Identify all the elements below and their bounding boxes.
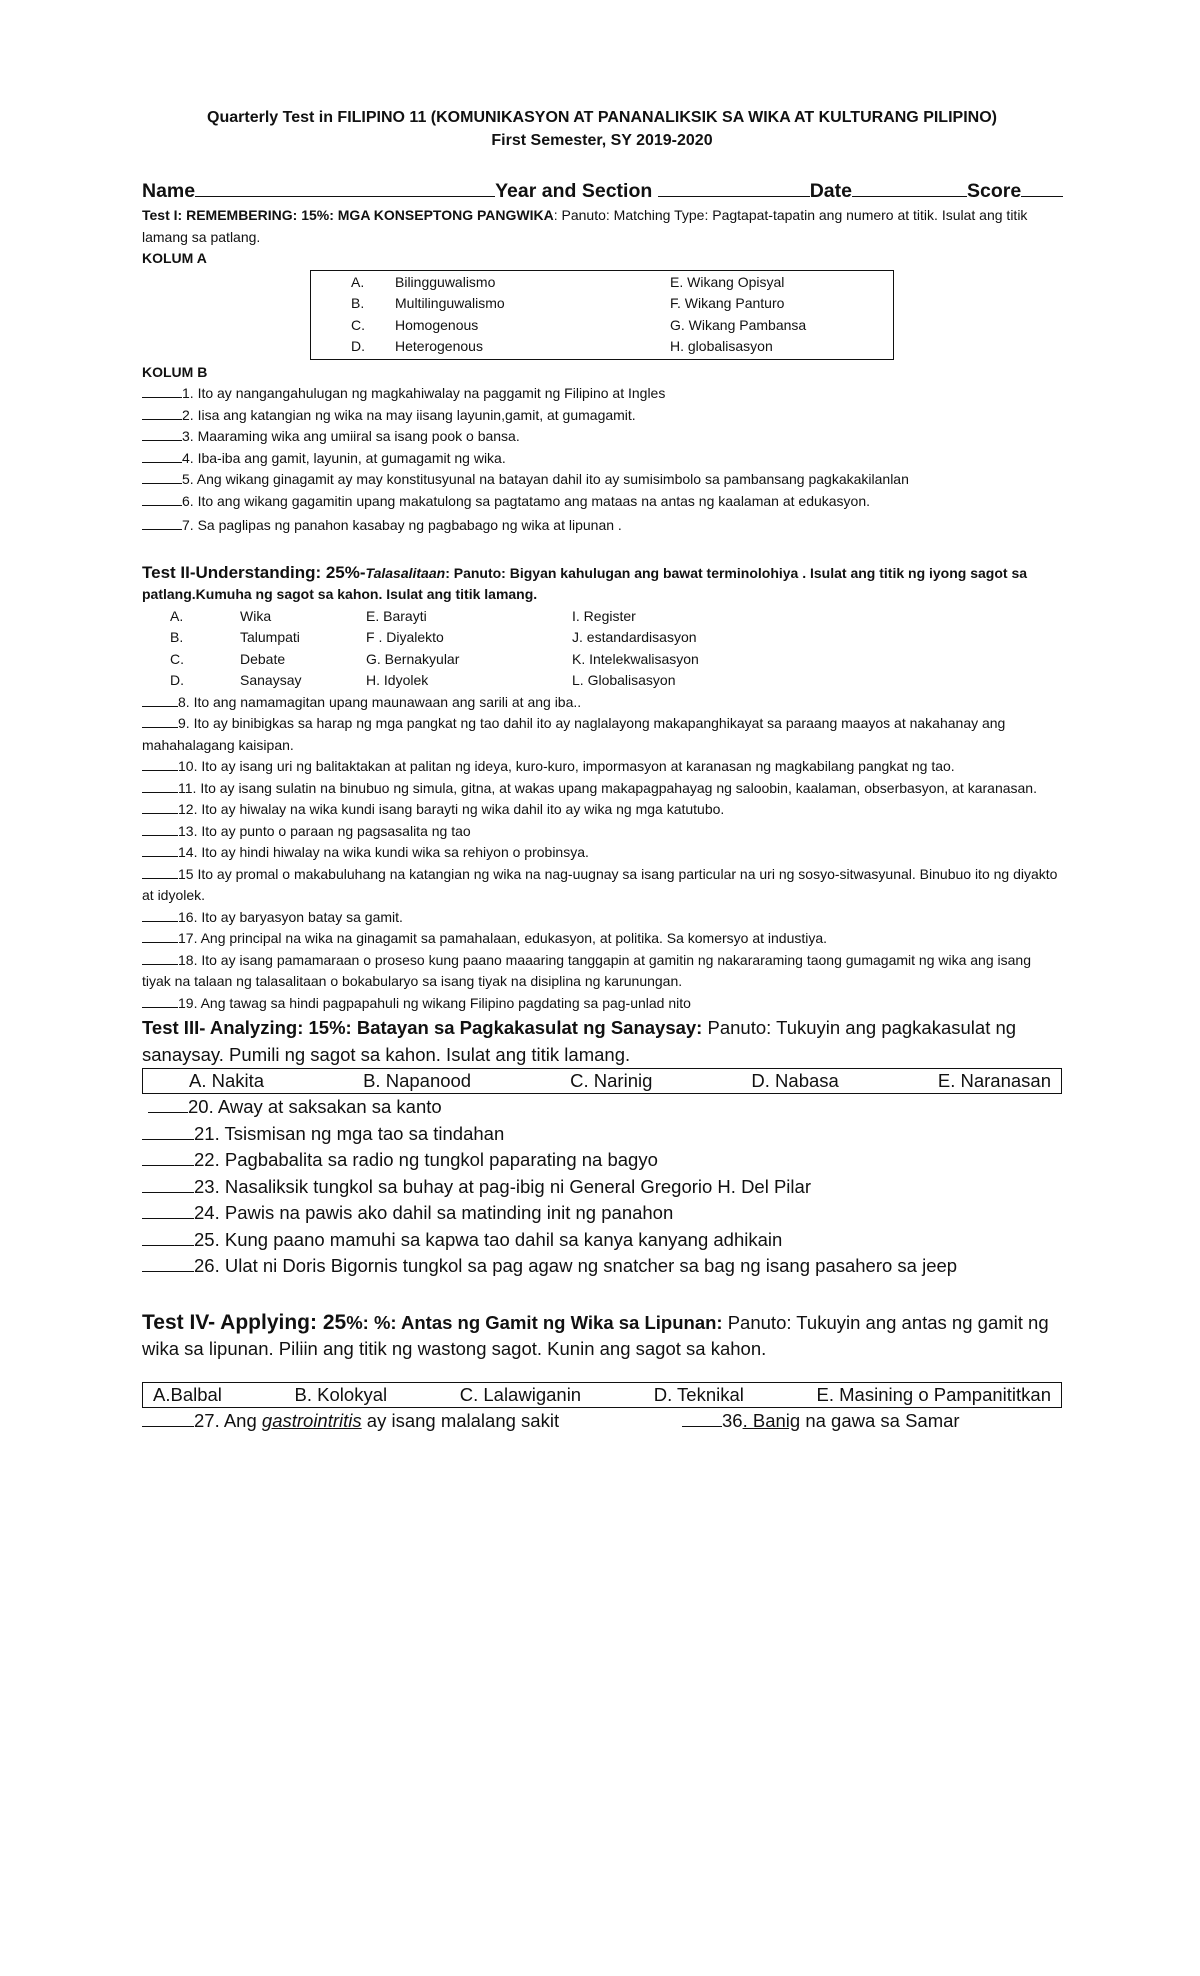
choice-text: Heterogenous — [395, 338, 483, 354]
question-item — [142, 405, 1062, 427]
test-page — [142, 0, 1062, 1434]
test2-choice-row — [142, 649, 1062, 671]
choice-text: D. Teknikal — [653, 1383, 744, 1405]
test2-choice-row — [142, 627, 1062, 649]
answer-blank[interactable] — [142, 1229, 194, 1246]
question-item — [142, 469, 1062, 491]
test3-header — [142, 1015, 1062, 1068]
question-text: 17. Ang principal na wika na ginagamit sa pamahalaan, edukasyon, at politika. Sa komersyo at industiya. — [178, 930, 828, 946]
question-text: 10. Ito ay isang uri ng balitaktakan at palitan ng ideya, kuro-kuro, impormasyon at karanasan ng magkabilang pangkat ng tao. — [178, 758, 955, 774]
date-label: Date — [809, 180, 852, 202]
choice-text: A.Balbal — [153, 1383, 222, 1405]
answer-blank[interactable] — [142, 694, 178, 707]
test1-items — [142, 383, 1062, 537]
choice-text: H. globalisasyon — [670, 338, 773, 354]
question-item — [142, 515, 1062, 537]
test3-choice-box — [142, 1068, 1062, 1094]
test1-choice-row — [311, 272, 893, 294]
question-text: 20. Away at saksakan sa kanto — [188, 1096, 442, 1117]
question-item — [142, 756, 1062, 778]
question-item — [142, 778, 1062, 800]
question-text: 16. Ito ay baryasyon batay sa gamit. — [178, 908, 403, 925]
choice-text: L. Globalisasyon — [572, 672, 676, 688]
question-item — [142, 907, 1062, 929]
question-text: 11. Ito ay isang sulatin na binubuo ng simula, gitna, at wakas upang makapagpahayag ng saloobin, kaalaman, obserbasyon, at karanasan. — [178, 779, 1037, 796]
test4-instructions: Panuto: Tukuyin ang antas ng gamit ng wika sa lipunan. Piliin ang titik ng wastong sagot. Kunin ang sagot sa kahon. — [142, 1311, 1049, 1359]
question-item — [142, 799, 1062, 821]
choice-text: E. Masining o Pampanititkan — [816, 1383, 1051, 1405]
answer-blank[interactable] — [142, 1202, 194, 1219]
answer-blank[interactable] — [142, 1176, 194, 1193]
question-item — [142, 491, 1062, 513]
choice-letter: A. — [170, 607, 184, 624]
question-text: ay isang malalang sakit — [361, 1409, 560, 1431]
question-text: 25. Kung paano mamuhi sa kapwa tao dahil sa kanya kanyang adhikain — [194, 1228, 783, 1250]
choice-text: E. Wikang Opisyal — [670, 273, 785, 290]
question-text: 15 Ito ay promal o makabuluhang na katangian ng wika na nag-uugnay sa isang particular na uri ng sosyo-sitwasyunal. Binubuo ito ng diyakto at idyolek. — [142, 865, 1058, 903]
answer-blank[interactable] — [142, 428, 182, 441]
question-item — [142, 383, 1062, 405]
choice-text: Wika — [240, 607, 272, 624]
test1-heading: Test I: REMEMBERING: 15%: MGA KONSEPTONG PANGWIKA — [142, 207, 554, 223]
choice-text: Talumpati — [240, 629, 300, 645]
test4-heading: Test IV- Applying: 25 — [142, 1310, 347, 1334]
test1-choice-row — [311, 336, 893, 358]
question-text: 22. Pagbabalita sa radio ng tungkol paparating na bagyo — [194, 1149, 658, 1170]
test2-heading-italic: Talasalitaan — [365, 564, 446, 581]
answer-blank[interactable] — [142, 1123, 194, 1140]
test2-header — [142, 562, 1062, 606]
question-item — [142, 1408, 682, 1435]
test1-choice-row — [311, 315, 893, 337]
question-item — [142, 448, 1062, 470]
choice-text: Sanaysay — [240, 672, 302, 688]
question-item — [142, 426, 1062, 448]
answer-blank[interactable] — [148, 1096, 188, 1113]
test1-choice-row — [311, 293, 893, 315]
question-item — [142, 993, 1062, 1015]
answer-blank[interactable] — [142, 909, 178, 922]
question-text: 26. Ulat ni Doris Bigornis tungkol sa pag agaw ng snatcher sa bag ng isang pasahero sa jeep — [194, 1255, 958, 1276]
answer-blank[interactable] — [682, 1410, 722, 1427]
question-item — [142, 950, 1062, 993]
choice-text: C. Lalawiganin — [459, 1383, 582, 1405]
choice-text: E. Naranasan — [937, 1070, 1051, 1091]
question-text: 24. Pawis na pawis ako dahil sa matinding init ng panahon — [194, 1202, 674, 1223]
answer-blank[interactable] — [142, 758, 178, 771]
question-text: 14. Ito ay hindi hiwalay na wika kundi wika sa rehiyon o probinsya. — [178, 844, 589, 860]
answer-blank[interactable] — [142, 930, 178, 943]
question-item — [142, 1174, 1062, 1201]
test3-instructions: Panuto: Tukuyin ang pagkakasulat ng sanaysay. Pumili ng sagot sa kahon. Isulat ang titik lamang. — [142, 1017, 1017, 1065]
question-text: 19. Ang tawag sa hindi pagpapahuli ng wikang Filipino pagdating sa pag-unlad nito — [178, 994, 691, 1011]
answer-blank[interactable] — [142, 952, 178, 965]
answer-blank[interactable] — [142, 1149, 194, 1166]
question-text: 9. Ito ay binibigkas sa harap ng mga pangkat ng tao dahil ito ay naglalayong makapanghikayat sa paraang maayos at nakahanay ang mahahalagang kaisipan. — [142, 715, 1006, 753]
choice-letter: C. — [170, 650, 184, 667]
answer-blank[interactable] — [142, 866, 178, 879]
answer-blank[interactable] — [142, 517, 182, 530]
score-label: Score — [966, 180, 1022, 202]
question-item — [142, 864, 1062, 907]
answer-blank[interactable] — [142, 780, 178, 793]
test4-choice-box — [142, 1382, 1062, 1408]
test3-items — [142, 1094, 1062, 1280]
choice-text: B. Napanood — [363, 1070, 472, 1091]
question-text: 1. Ito ay nangangahulugan ng magkahiwalay na paggamit ng Filipino at Ingles — [182, 385, 666, 401]
answer-blank[interactable] — [142, 1410, 194, 1427]
question-text: 23. Nasaliksik tungkol sa buhay at pag-ibig ni General Gregorio H. Del Pilar — [194, 1175, 811, 1197]
kolum-b-label: KOLUM B — [142, 363, 208, 380]
test-subtitle: First Semester, SY 2019-2020 — [491, 132, 713, 149]
answer-blank[interactable] — [142, 493, 182, 506]
choice-text: E. Barayti — [366, 607, 427, 624]
question-text: na gawa sa Samar — [800, 1409, 960, 1431]
choice-text: B. Kolokyal — [294, 1383, 388, 1405]
underlined-term: . Banig — [742, 1409, 801, 1431]
choice-text: Debate — [240, 650, 286, 667]
choice-letter: B. — [351, 295, 365, 311]
question-text: 2. Iisa ang katangian ng wika na may iisang layunin,gamit, at gumagamit. — [182, 406, 636, 423]
question-text: 3. Maaraming wika ang umiiral sa isang pook o bansa. — [182, 428, 520, 444]
choice-text: H. Idyolek — [366, 672, 429, 688]
choice-text: J. estandardisasyon — [572, 629, 697, 645]
choice-letter: A. — [351, 273, 365, 290]
test2-instructions: : Panuto: Bigyan kahulugan ang bawat terminolohiya . Isulat ang titik ng iyong sagot sa patlang.Kumuha ng sagot sa kahon. Isulat ang titik lamang. — [142, 564, 1028, 602]
choice-text: G. Bernakyular — [366, 650, 460, 667]
underlined-term: gastrointritis — [261, 1409, 362, 1431]
choice-text: D. Nabasa — [751, 1070, 839, 1091]
test2-choice-row — [142, 670, 1062, 692]
test2-choice-row — [142, 606, 1062, 628]
answer-blank[interactable] — [142, 823, 178, 836]
answer-blank[interactable] — [142, 385, 182, 398]
answer-blank[interactable] — [142, 1255, 194, 1272]
choice-text: F . Diyalekto — [366, 629, 444, 645]
choice-text: I. Register — [572, 607, 636, 624]
test3-heading: Test III- Analyzing: 15%: Batayan sa Pagkakasulat ng Sanaysay: — [142, 1017, 703, 1038]
question-item — [142, 928, 1062, 950]
test2-heading: Test II-Understanding: 25%- — [142, 562, 366, 582]
score-blank[interactable] — [1021, 180, 1063, 197]
question-item — [142, 1227, 1062, 1254]
answer-blank[interactable] — [142, 471, 182, 484]
test1-header — [142, 205, 1062, 248]
year-section-blank[interactable] — [658, 180, 810, 197]
test2-choice-grid — [142, 606, 1062, 692]
test4-items — [142, 1408, 1062, 1435]
question-item — [142, 842, 1062, 864]
choice-text: G. Wikang Pambansa — [670, 316, 807, 333]
question-item — [142, 692, 1062, 714]
choice-letter: B. — [170, 629, 184, 645]
test1-instructions: : Panuto: Matching Type: Pagtapat-tapatin ang numero at titik. Isulat ang titik lamang sa patlang. — [142, 207, 1028, 245]
answer-blank[interactable] — [142, 407, 182, 420]
answer-blank[interactable] — [142, 995, 178, 1008]
question-text: 18. Ito ay isang pamamaraan o proseso kung paano maaaring tanggapin at gamitin ng nakararaming taong gumagamit ng wika ang isang tiyak na talaan ng talasalitaan o bokabularyo sa isang tiyak na disiplina ng karunungan. — [142, 951, 1031, 989]
choice-text: F. Wikang Panturo — [670, 295, 785, 311]
choice-text: Bilingguwalismo — [395, 273, 496, 290]
question-item — [142, 713, 1062, 756]
question-item — [142, 1094, 1062, 1121]
kolum-a-label: KOLUM A — [142, 250, 207, 266]
question-text: 21. Tsismisan ng mga tao sa tindahan — [194, 1122, 505, 1144]
name-label: Name — [142, 180, 196, 202]
choice-text: Homogenous — [395, 316, 479, 333]
name-blank[interactable] — [195, 180, 495, 197]
question-item — [142, 1253, 1062, 1280]
choice-letter: C. — [351, 316, 365, 333]
choice-text: A. Nakita — [189, 1070, 265, 1091]
question-text: 4. Iba-iba ang gamit, layunin, at gumagamit ng wika. — [182, 449, 506, 466]
question-item — [142, 1200, 1062, 1227]
question-item — [142, 1121, 1062, 1148]
question-text: 36 — [722, 1409, 743, 1431]
year-section-label: Year and Section — [495, 180, 653, 202]
choice-text: Multilinguwalismo — [395, 295, 505, 311]
question-item — [142, 821, 1062, 843]
answer-blank[interactable] — [142, 715, 178, 728]
answer-blank[interactable] — [142, 844, 178, 857]
answer-blank[interactable] — [142, 801, 178, 814]
student-info-line — [142, 180, 1062, 203]
answer-blank[interactable] — [142, 450, 182, 463]
choice-letter: D. — [170, 672, 184, 688]
question-text: 7. Sa paglipas ng panahon kasabay ng pagbabago ng wika at lipunan . — [182, 517, 622, 533]
question-text: 13. Ito ay punto o paraan ng pagsasalita ng tao — [178, 822, 471, 839]
test1-choice-box — [310, 270, 894, 360]
test-title: Quarterly Test in FILIPINO 11 (KOMUNIKASYON AT PANANALIKSIK SA WIKA AT KULTURANG PILIPINO) — [207, 109, 997, 126]
choice-text: C. Narinig — [570, 1070, 653, 1091]
test4-header — [142, 1310, 1062, 1363]
question-text: 5. Ang wikang ginagamit ay may konstitusyunal na batayan dahil ito ay sumisimbolo sa pambansang pagkakakilanlan — [182, 471, 909, 487]
test4-heading-rest: %: %: Antas ng Gamit ng Wika sa Lipunan: — [346, 1311, 723, 1333]
question-item — [682, 1408, 960, 1435]
date-blank[interactable] — [852, 180, 967, 197]
choice-letter: D. — [351, 338, 365, 354]
question-text: 6. Ito ang wikang gagamitin upang makatulong sa pagtatamo ang mataas na antas ng kaalaman at edukasyon. — [182, 492, 871, 509]
question-text: 27. Ang — [194, 1409, 262, 1431]
question-text: 8. Ito ang namamagitan upang maunawaan ang sarili at ang iba.. — [178, 693, 582, 710]
choice-text: K. Intelekwalisasyon — [572, 650, 699, 667]
question-item — [142, 1147, 1062, 1174]
test2-items — [142, 692, 1062, 1015]
question-text: 12. Ito ay hiwalay na wika kundi isang barayti ng wika dahil ito ay wika ng mga katutubo. — [178, 801, 725, 817]
